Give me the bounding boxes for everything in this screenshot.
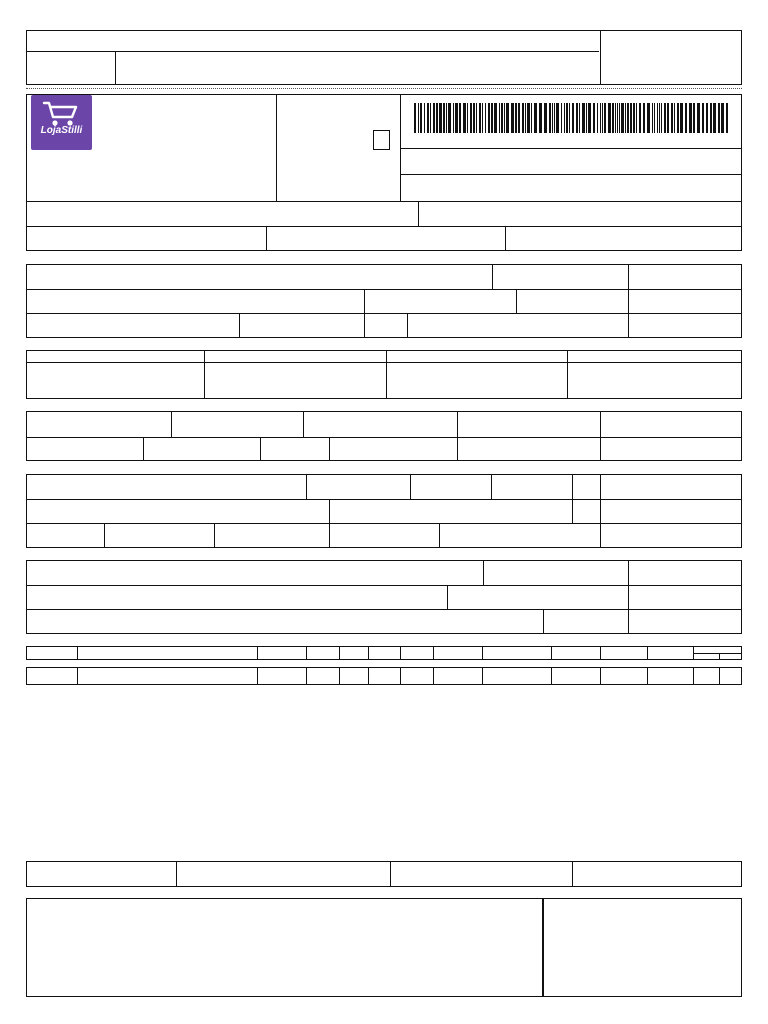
barcode-bar [569,103,570,133]
barcode-bar [726,103,728,133]
issqn-box [26,861,742,887]
barcode-bar [664,103,666,133]
barcode-bar [418,103,419,133]
barcode-bar [479,103,481,133]
state-registration-row [26,226,742,251]
receipt-stub [26,30,742,85]
barcode-bar [476,103,477,133]
brand-logo [31,95,92,150]
barcode-bar [539,103,542,133]
barcode-bar [485,103,486,133]
barcode-bar [470,103,472,133]
barcode-bar [430,103,431,133]
perforation-line [26,88,742,89]
barcode-bar [439,103,442,133]
barcode-bar [579,103,580,133]
recipient-extra-box [26,560,742,634]
barcode-bar [511,103,514,133]
barcode-bar [602,103,603,133]
barcode-bar [433,103,435,133]
barcode-bar [534,103,537,133]
barcode-bar [420,103,422,133]
operation-row [26,201,742,227]
barcode-bar [659,103,660,133]
barcode-bar [518,103,520,133]
barcode-bar [527,103,530,133]
barcode-bar [718,103,720,133]
barcode-bar [619,103,620,133]
barcode-bar [689,103,692,133]
barcode-bar [636,103,637,133]
barcode-bar [612,103,614,133]
barcode-bar [453,103,454,133]
barcode-bar [494,103,497,133]
barcode-bar [586,103,587,133]
invoice-box [26,350,742,399]
barcode-bar [463,103,466,133]
barcode-bar [554,103,555,133]
barcode-bar [604,103,606,133]
barcode-bar [424,103,425,133]
barcode-bar [677,103,679,133]
barcode-bar [697,103,700,133]
barcode-bar [506,103,509,133]
barcode-bar [501,103,503,133]
recipient-box [26,264,742,338]
barcode-bar [600,103,601,133]
barcode-bar [482,103,483,133]
barcode-bar [443,103,445,133]
barcode [414,103,728,133]
barcode-bar [721,103,724,133]
barcode-bar [414,103,416,133]
barcode-bar [647,103,650,133]
barcode-bar [713,103,716,133]
barcode-bar [643,103,645,133]
barcode-bar [657,103,658,133]
barcode-bar [566,103,568,133]
barcode-bar [625,103,626,133]
barcode-bar [667,103,669,133]
barcode-bar [427,103,429,133]
barcode-bar [522,103,524,133]
barcode-bar [671,103,673,133]
barcode-bar [504,103,505,133]
barcode-bar [448,103,451,133]
barcode-bar [654,103,655,133]
transport-box [26,474,742,548]
barcode-bar [473,103,475,133]
barcode-bar [576,103,578,133]
barcode-bar [627,103,629,133]
barcode-bar [459,103,461,133]
barcode-bar [702,103,704,133]
barcode-bar [633,103,635,133]
barcode-bar [661,103,662,133]
barcode-bar [549,103,551,133]
barcode-bar [630,103,632,133]
items-header [26,646,742,660]
barcode-bar [564,103,565,133]
barcode-bar [525,103,526,133]
barcode-bar [639,103,641,133]
barcode-bar [531,103,532,133]
table-row [26,667,742,685]
barcode-bar [488,103,490,133]
barcode-bar [597,103,598,133]
barcode-bar [491,103,493,133]
barcode-bar [467,103,468,133]
barcode-bar [680,103,683,133]
barcode-bar [515,103,517,133]
barcode-bar [561,103,562,133]
barcode-bar [706,103,708,133]
barcode-bar [652,103,653,133]
barcode-bar [608,103,611,133]
barcode-bar [499,103,500,133]
barcode-bar [674,103,675,133]
barcode-bar [556,103,559,133]
operation-type-box [373,130,390,150]
barcode-bar [617,103,618,133]
barcode-bar [593,103,595,133]
barcode-bar [455,103,458,133]
tax-box [26,411,742,461]
additional-info-box [26,898,742,997]
barcode-bar [436,103,438,133]
barcode-bar [710,103,712,133]
barcode-bar [621,103,624,133]
barcode-bar [446,103,447,133]
brand-name: LojaStilli [40,125,83,136]
barcode-bar [582,103,585,133]
barcode-bar [615,103,616,133]
barcode-bar [588,103,591,133]
barcode-bar [544,103,547,133]
barcode-bar [552,103,553,133]
barcode-bar [572,103,574,133]
barcode-bar [693,103,695,133]
barcode-bar [685,103,687,133]
